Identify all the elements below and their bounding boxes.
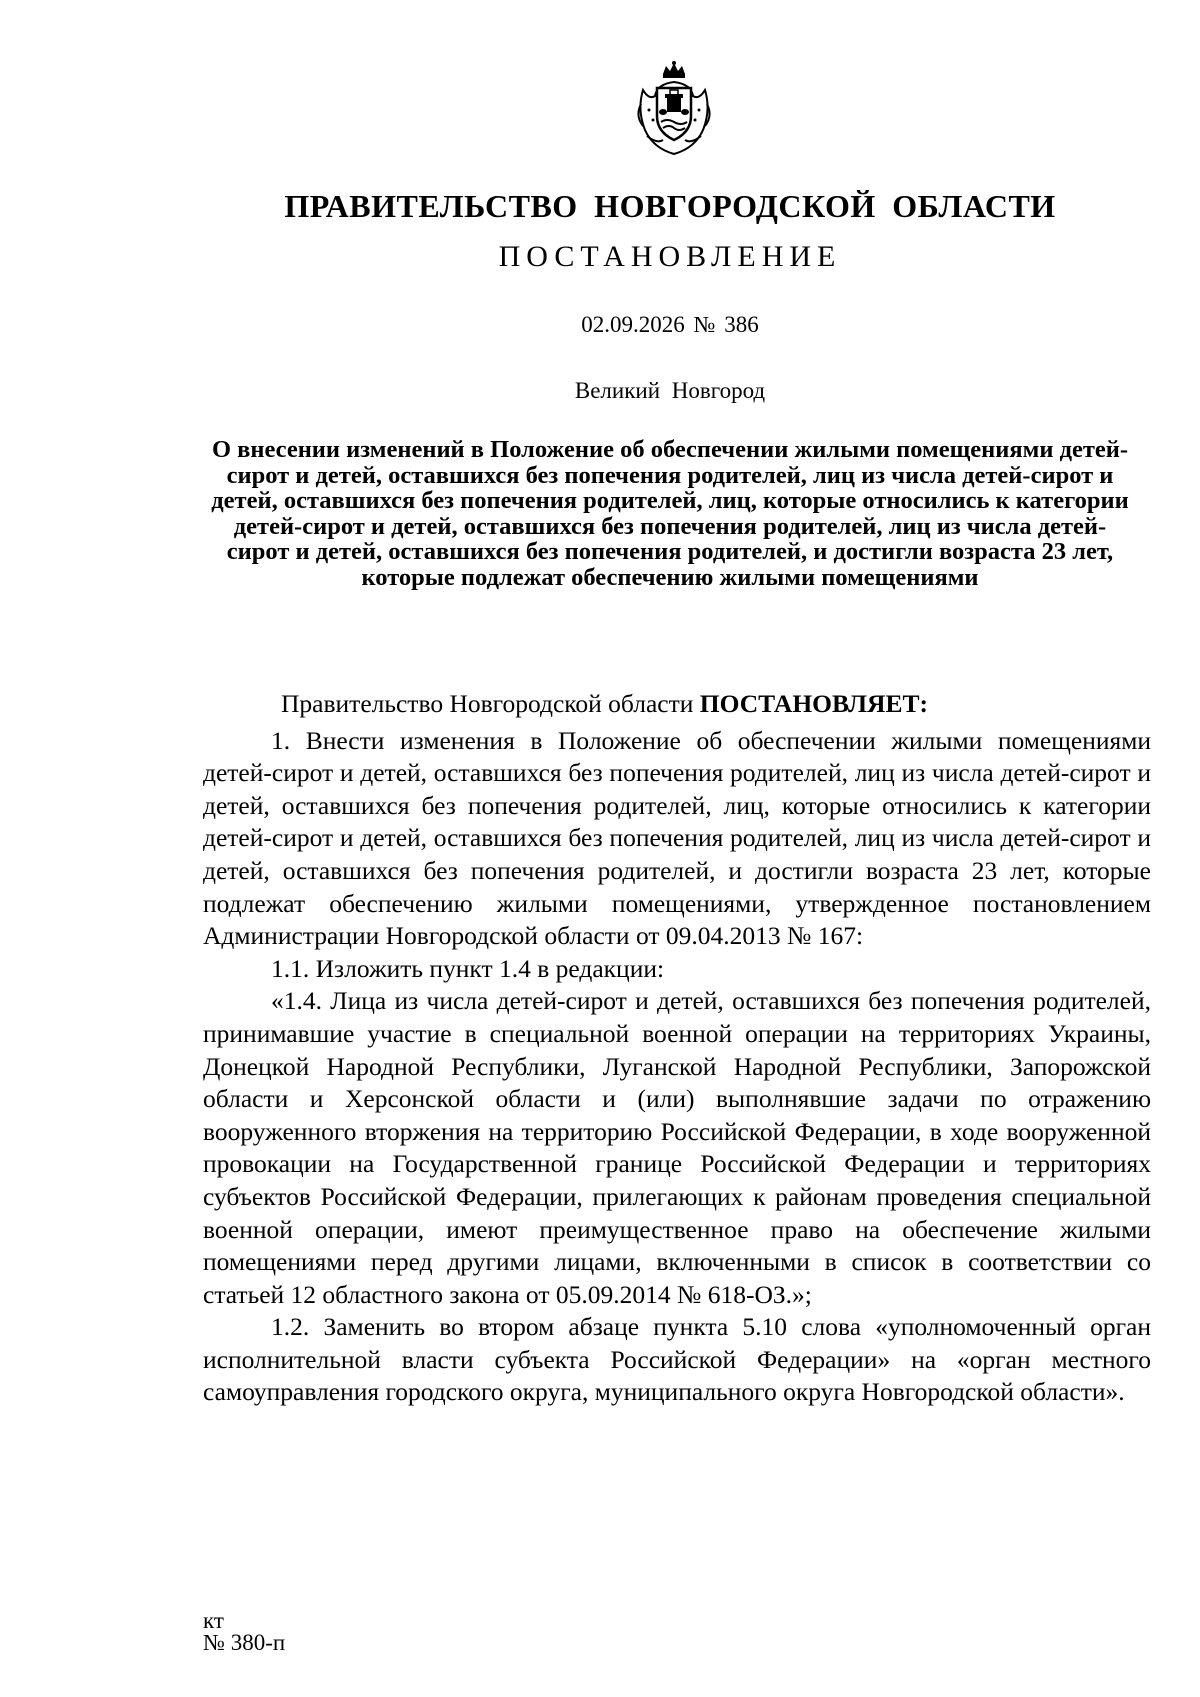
document-city: Великий Новгород [574, 378, 766, 403]
government-title: ПРАВИТЕЛЬСТВО НОВГОРОДСКОЙ ОБЛАСТИ [284, 188, 1056, 224]
footer-doc-code: № 380-п [203, 1630, 286, 1655]
footer-initials: кт [203, 1608, 224, 1633]
intro-paragraph [203, 688, 1151, 721]
intro-resolves: ПОСТАНОВЛЯЕТ: [699, 689, 928, 718]
paragraph-1-1: 1.1. Изложить пункт 1.4 в редакции: [271, 953, 665, 983]
intro-text: Правительство Новгородской области [281, 689, 700, 718]
paragraph-1-4-quote: «1.4. Лица из числа детей-сирот и детей, оставшихся без попечения родителей, принимавшие участие в специальной военной операции на территориях Украины, Донецкой Народной Республики, Луганской Народной Республики, Запорожской области и Херсонской области и (или) выполнявшие задачи по отражению вооруженного вторжения на территорию Российской Федерации, в ходе вооруженной провокации на Государственной границе Российской Федерации и территориях субъектов Российской Федерации, прилегающих к районам проведения специальной военной операции, имеют преимущественное право на обеспечение жилыми помещениями перед другими лицами, включенными в список в соответствии со статьей 12 областного закона от 05.09.2014 № 618-ОЗ.»; [203, 986, 1151, 1309]
paragraph-1: 1. Внести изменения в Положение об обеспечении жилыми помещениями детей-сирот и детей, оставшихся без попечения родителей, лиц из числа детей-сирот и детей, оставшихся без попечения родителей, лиц, которые относились к категории детей-сирот и детей, оставшихся без попечения родителей, лиц из числа детей-сирот и детей, оставшихся без попечения родителей, и достигли возраста 23 лет, которые подлежат обеспечению жилыми помещениями, утвержденное постановлением Администрации Новгородской области от 09.04.2013 № 167: [203, 725, 1151, 951]
document-subject: О внесении изменений в Положение об обеспечении жилыми помещениями детей-сирот и детей, оставшихся без попечения родителей, лиц из числа детей-сирот и детей, оставшихся без попечения родителей, лиц, которые относились к категории детей-сирот и детей, оставшихся без попечения родителей, лиц из числа детей-сирот и детей, оставшихся без попечения родителей, и достигли возраста 23 лет, которые подлежат обеспечению жилыми помещениями [211, 436, 1129, 591]
document-date-number: 02.09.2026 № 386 [581, 312, 759, 337]
paragraph-1-2: 1.2. Заменить во втором абзаце пункта 5.10 слова «уполномоченный орган исполнительной власти субъекта Российской Федерации» на «орган местного самоуправления городского округа, муниципального округа Новгородской области». [203, 1312, 1151, 1407]
document-type: ПОСТАНОВЛЕНИЕ [498, 240, 842, 273]
document-body [203, 688, 1151, 1409]
coat-of-arms-icon [633, 60, 715, 158]
footer-code [203, 1610, 285, 1654]
